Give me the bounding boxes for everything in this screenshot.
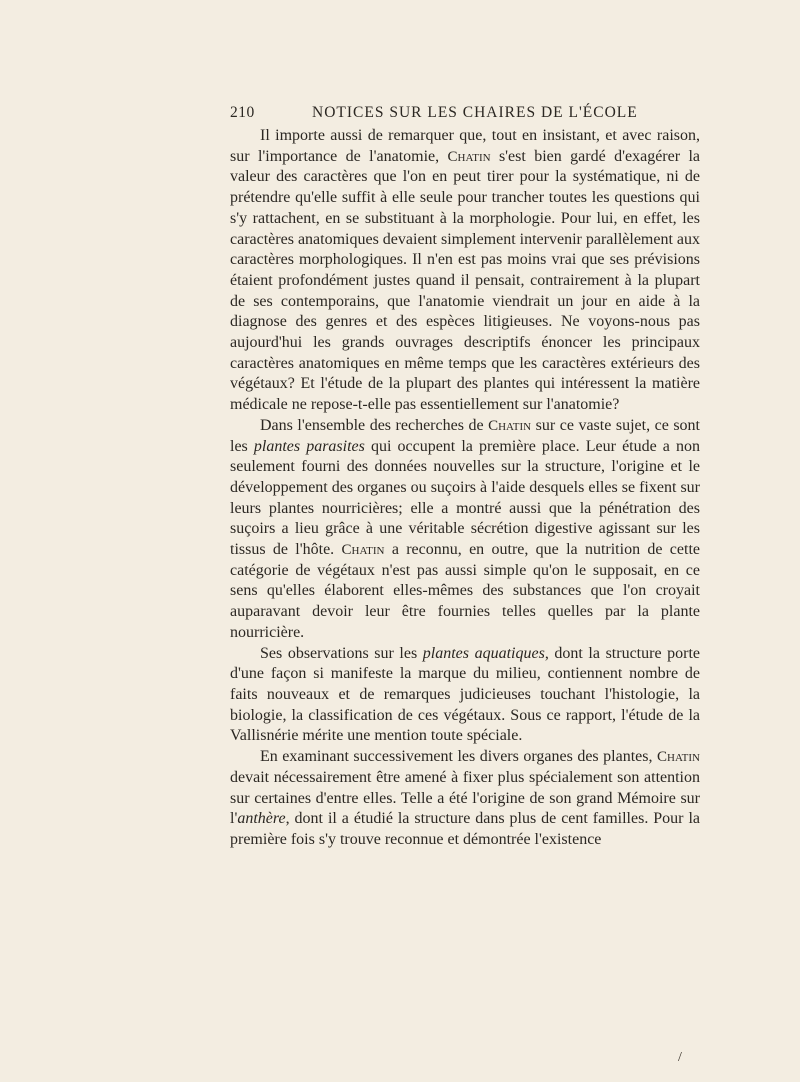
paragraph <box>230 416 700 644</box>
running-title: NOTICES SUR LES CHAIRES DE L'ÉCOLE <box>312 104 638 121</box>
text-run: devait nécessairement être amené à fixer plus spécialement son attention sur certaines d'entre elles. Telle a été l'origine de son grand Mémoire sur l' <box>230 768 700 828</box>
text-run: , dont la structure porte d'une façon si manifeste la marque du milieu, contiennent nombre de faits nouveaux et de remarques judicieuses touchant l'histologie, la biologie, la classification de ces végétaux. Sous ce rapport, l'étude de la Vallisnérie mérite une mention toute spéciale. <box>230 644 701 745</box>
author-name: Chatin <box>488 417 532 434</box>
text-run: , dont il a étudié la structure dans plus de cent familles. Pour la première fois s'y trouve reconnue et démontrée l'existence <box>230 810 700 848</box>
italic-term: plantes aquatiques <box>422 644 545 662</box>
author-name: Chatin <box>657 749 700 766</box>
text-run: Il importe aussi de remarquer que, tout en insistant, et avec raison, sur l'importance de l'anatomie, <box>230 127 700 165</box>
text-run: a reconnu, en outre, que la nutrition de cette catégorie de végétaux n'est pas aussi simple qu'on le supposait, en ce sens qu'elles élaborent elles-mêmes des substances que l'on croyait auparavant devoir leur être fournies telles quelles par la plante nourricière. <box>230 541 701 641</box>
text-run: sur ce vaste sujet, ce sont les <box>230 416 701 455</box>
paragraph <box>230 747 700 851</box>
paragraph <box>230 126 700 416</box>
margin-mark: / <box>678 1050 682 1065</box>
text-run: qui occupent la première place. Leur étude a non seulement fourni des données nouvelles sur la structure, l'origine et le développement des organes ou suçoirs à l'aide desquels elles se fixent sur leurs plantes nourricières; elle a montré aussi que la pénétration des suçoirs a lieu grâce à une véritable sécrétion digestive agissant sur les tissus de l'hôte. <box>230 437 700 559</box>
italic-term: plantes parasites <box>253 437 365 455</box>
author-name: Chatin <box>341 542 385 559</box>
page-number: 210 <box>230 104 255 121</box>
text-run: Dans l'ensemble des recherches de <box>260 416 489 434</box>
italic-term: anthère <box>237 810 286 828</box>
paragraph <box>230 644 700 748</box>
text-run: Ses observations sur les <box>260 644 423 662</box>
body-text <box>230 126 700 851</box>
text-run: En examinant successivement les divers organes des plantes, <box>260 748 657 766</box>
author-name: Chatin <box>447 148 491 165</box>
text-run: s'est bien gardé d'exagérer la valeur des caractères que l'on en peut tirer pour la systématique, ni de prétendre qu'elle suffit à elle seule pour trancher toutes les questions qui s'y rattachent, en se substituant à la morphologie. Pour lui, en effet, les caractères anatomiques devaient simplement intervenir parallèlement aux caractères morphologiques. Il n'en est pas moins vrai que ses prévisions étaient profondément justes quand il pensait, contrairement à la plupart de ses contemporains, que l'anatomie viendrait un jour en aide à la diagnose des genres et des espèces litigieuses. Ne voyons-nous pas aujourd'hui les grands ouvrages descriptifs énoncer les principaux caractères anatomiques en même temps que les caractères extérieurs des végétaux? Et l'étude de la plupart des plantes qui intéressent la matière médicale ne repose-t-elle pas essentiellement sur l'anatomie? <box>230 147 701 414</box>
